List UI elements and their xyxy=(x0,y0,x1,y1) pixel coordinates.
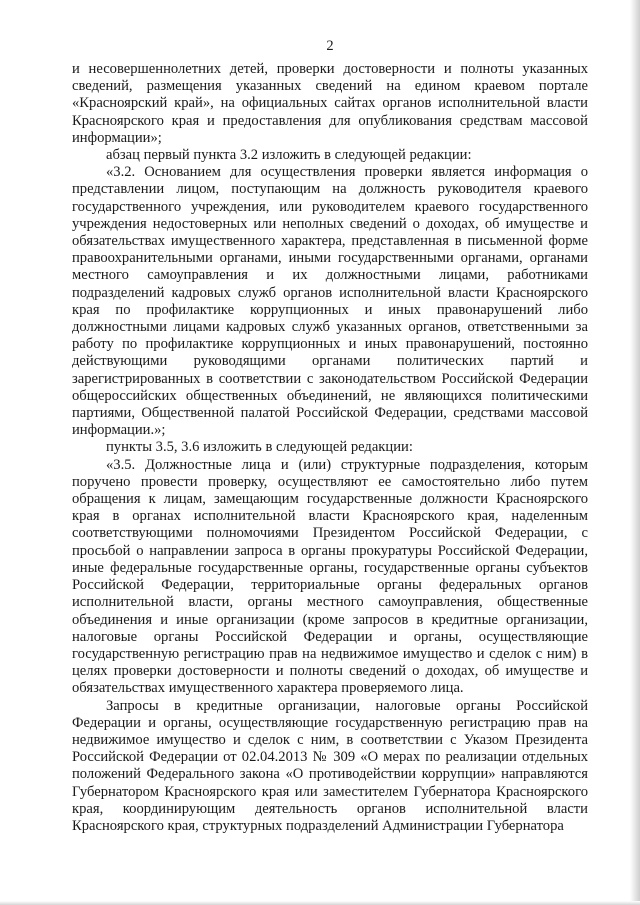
paragraph-amendment-3-5-intro: пункты 3.5, 3.6 изложить в следующей редакции: xyxy=(106,439,413,456)
paragraph-continuation: и несовершеннолетних детей, проверки достоверности и полноты указанных сведений, размещения указанных сведений на едином краевом портале «Красноярский край», на официальных сайтах органов исполнительной власти Красноярского края и предоставления для опубликования средствам массовой информации»; xyxy=(72,61,588,146)
scan-edge-shadow xyxy=(630,0,640,905)
paragraph-clause-3-5: «3.5. Должностные лица и (или) структурные подразделения, которым поручено провести проверку, осуществляют ее самостоятельно либо путем обращения к лицам, замещающим государственные должности Красноярского края в органах исполнительной власти Красноярского края, наделенным соответствующими полномочиями Президентом Российской Федерации, с просьбой о направлении запроса в органы прокуратуры Российской Федерации, иные федеральные государственные органы, государственные органы субъектов Российской Федерации, территориальные органы федеральных органов исполнительной власти, органы местного самоуправления, общественные объединения и иные организации (кроме запросов в кредитные организации, налоговые органы Российской Федерации и органы, осуществляющие государственную регистрацию прав на недвижимое имущество и сделок с ним) в целях проверки достоверности и полноты сведений о доходах, об имуществе и обязательствах имущественного характера проверяемого лица. xyxy=(72,456,588,697)
paragraph-amendment-3-2-intro: абзац первый пункта 3.2 изложить в следующей редакции: xyxy=(106,147,472,164)
paragraph-requests: Запросы в кредитные организации, налоговые органы Российской Федерации и органы, осуществляющие государственную регистрацию прав на недвижимое имущество и сделок с ним, в соответствии с Указом Президента Российской Федерации от 02.04.2013 № 309 «О мерах по реализации отдельных положений Федерального закона «О противодействии коррупции» направляются Губернатором Красноярского края или заместителем Губернатора Красноярского края, координирующим деятельность органов исполнительной власти Красноярского края, структурных подразделений Администрации Губернатора xyxy=(72,697,588,834)
document-body xyxy=(72,61,588,835)
page-number: 2 xyxy=(326,38,334,54)
scan-bottom-shadow xyxy=(0,901,640,905)
paragraph-clause-3-2: «3.2. Основанием для осуществления проверки является информация о представлении лицом, поступающим на должность руководителя краевого государственного учреждения, или руководителем краевого государственного учреждения недостоверных или неполных сведений о доходах, об имуществе и обязательствах имущественного характера, представленная в письменной форме правоохранительными органами, иными государственными органами, органами местного самоуправления и их должностными лицами, работниками подразделений кадровых служб органов исполнительной власти Красноярского края по профилактике коррупционных и иных правонарушений либо должностными лицами кадровых служб указанных органов, ответственными за работу по профилактике коррупционных и иных правонарушений, постоянно действующими руководящими органами политических партий и зарегистрированных в соответствии с законодательством Российской Федерации общероссийских общественных объединений, не являющихся политическими партиями, Общественной палатой Российской Федерации, средствами массовой информации.»; xyxy=(72,164,588,439)
